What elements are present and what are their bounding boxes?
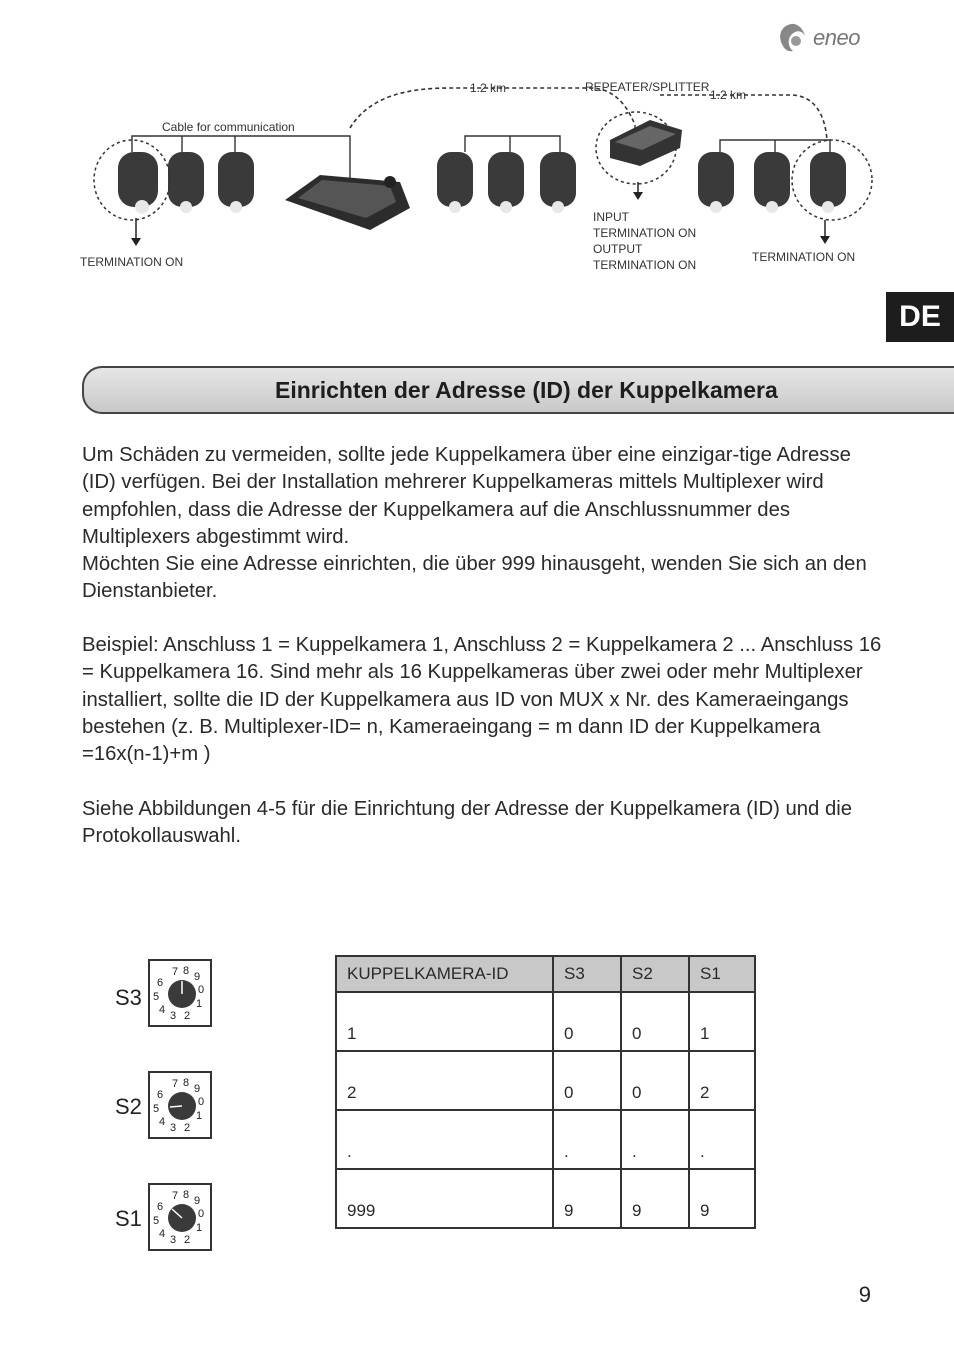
switch-s3-digit-7: 7: [172, 966, 179, 978]
cell-s1: 9: [689, 1169, 755, 1228]
cell-id: 2: [336, 1051, 553, 1110]
cell-s1: 1: [689, 992, 755, 1051]
switch-s3-label: S3: [115, 985, 142, 1010]
switch-s3-digit-4: 4: [159, 1004, 166, 1016]
switch-s3-digit-8: 8: [183, 965, 190, 977]
cell-s3: .: [553, 1110, 621, 1169]
cell-s1: .: [689, 1110, 755, 1169]
switch-s2-digit-5: 5: [153, 1103, 160, 1115]
cell-s2: 0: [621, 992, 689, 1051]
table-header-row: [336, 956, 755, 992]
body-paragraph-1: Um Schäden zu vermeiden, sollte jede Kuppelkamera über eine einzigar-tige Adresse (ID) verfügen. Bei der Installation mehrerer Kuppelkameras mittels Multiplexer wird empfohlen, dass die Adresse der Kuppelkamera auf die Anschlussnummer des Multiplexers abgestimmt wird.: [82, 444, 851, 548]
repeater-note-1: INPUT: [593, 210, 629, 224]
header-s3: S3: [553, 956, 621, 992]
eneo-logo-icon: [775, 22, 807, 54]
cell-s3: 0: [553, 1051, 621, 1110]
switch-s2-digit-9: 9: [194, 1083, 201, 1095]
distance-left-label: 1.2 km: [470, 81, 507, 95]
section-title: Einrichten der Adresse (ID) der Kuppelkamera: [275, 377, 778, 403]
termination-right-label: TERMINATION ON: [752, 250, 856, 264]
switch-s3-digit-0: 0: [198, 984, 205, 996]
cell-s2: .: [621, 1110, 689, 1169]
logo-text: eneo: [813, 25, 860, 50]
cell-id: .: [336, 1110, 553, 1169]
switch-s2-digit-8: 8: [183, 1077, 190, 1089]
repeater-note-3: OUTPUT: [593, 242, 643, 256]
switch-s2-digit-7: 7: [172, 1078, 179, 1090]
repeater-note-4: TERMINATION ON: [593, 258, 697, 272]
repeater-label: REPEATER/SPLITTER: [585, 80, 710, 94]
page-number: 9: [858, 1282, 871, 1307]
switch-s1-digit-5: 5: [153, 1215, 160, 1227]
cell-s3: 9: [553, 1169, 621, 1228]
switch-s1-digit-7: 7: [172, 1190, 179, 1202]
table-row: [336, 992, 755, 1051]
repeater-note-2: TERMINATION ON: [593, 226, 697, 240]
switch-s2-label: S2: [115, 1094, 142, 1119]
switch-s1-digit-4: 4: [159, 1228, 166, 1240]
switch-s1-digit-0: 0: [198, 1208, 205, 1220]
cable-label: Cable for communication: [162, 120, 295, 134]
switch-s3-dial[interactable]: [148, 959, 212, 1027]
switch-s2-digit-4: 4: [159, 1116, 166, 1128]
header-s1: S1: [689, 956, 755, 992]
switch-s2-digit-1: 1: [196, 1110, 203, 1122]
language-tab: DE: [886, 292, 954, 342]
switch-s3-digit-5: 5: [153, 991, 160, 1003]
switch-s1-digit-1: 1: [196, 1222, 203, 1234]
switch-s1-digit-3: 3: [170, 1234, 177, 1246]
cell-id: 1: [336, 992, 553, 1051]
switch-s3-digit-2: 2: [184, 1010, 191, 1022]
cell-s1: 2: [689, 1051, 755, 1110]
switch-s2-digit-3: 3: [170, 1122, 177, 1134]
termination-left-label: TERMINATION ON: [80, 255, 184, 269]
cell-s2: 9: [621, 1169, 689, 1228]
switch-s1-digit-6: 6: [157, 1201, 164, 1213]
switch-s2-digit-6: 6: [157, 1089, 164, 1101]
brand-logo: [775, 20, 885, 56]
switch-s2-digit-0: 0: [198, 1096, 205, 1108]
switch-s1-label: S1: [115, 1206, 142, 1231]
cell-s3: 0: [553, 992, 621, 1051]
switch-s1-digit-9: 9: [194, 1195, 201, 1207]
switch-s2-digit-2: 2: [184, 1122, 191, 1134]
table-row: [336, 1169, 755, 1228]
cabling-diagram: [70, 70, 890, 290]
switch-s3-digit-6: 6: [157, 977, 164, 989]
switch-s2-dial[interactable]: [148, 1071, 212, 1139]
table-row: [336, 1110, 755, 1169]
switch-s1-digit-8: 8: [183, 1189, 190, 1201]
cell-id: 999: [336, 1169, 553, 1228]
header-kuppelkamera-id: KUPPELKAMERA-ID: [336, 956, 553, 992]
header-s2: S2: [621, 956, 689, 992]
address-table: [335, 955, 756, 1229]
cell-s2: 0: [621, 1051, 689, 1110]
switch-s3-digit-3: 3: [170, 1010, 177, 1022]
switch-s1-digit-2: 2: [184, 1234, 191, 1246]
body-paragraph-3: Beispiel: Anschluss 1 = Kuppelkamera 1, Anschluss 2 = Kuppelkamera 2 ... Anschluss 16 = Kuppelkamera 16. Sind mehr als 16 Kuppelkameras über zwei oder mehr Multiplexer installiert, sollte die ID der Kuppelkamera aus ID von MUX x Nr. des Kameraeingangs bestehen (z. B. Multiplexer-ID= n, Kameraeingang = m dann ID der Kuppelkamera =16x(n-1)+m ): [82, 634, 882, 766]
switch-s1-dial[interactable]: [148, 1183, 212, 1251]
switch-s3-digit-1: 1: [196, 998, 203, 1010]
body-paragraph-2: Möchten Sie eine Adresse einrichten, die über 999 hinausgeht, wenden Sie sich an den Dienstanbieter.: [82, 553, 867, 603]
table-row: [336, 1051, 755, 1110]
distance-right-label: 1.2 km: [710, 88, 747, 102]
body-paragraph-4: Siehe Abbildungen 4-5 für die Einrichtung der Adresse der Kuppelkamera (ID) und die Protokollauswahl.: [82, 798, 853, 848]
switch-s3-digit-9: 9: [194, 971, 201, 983]
